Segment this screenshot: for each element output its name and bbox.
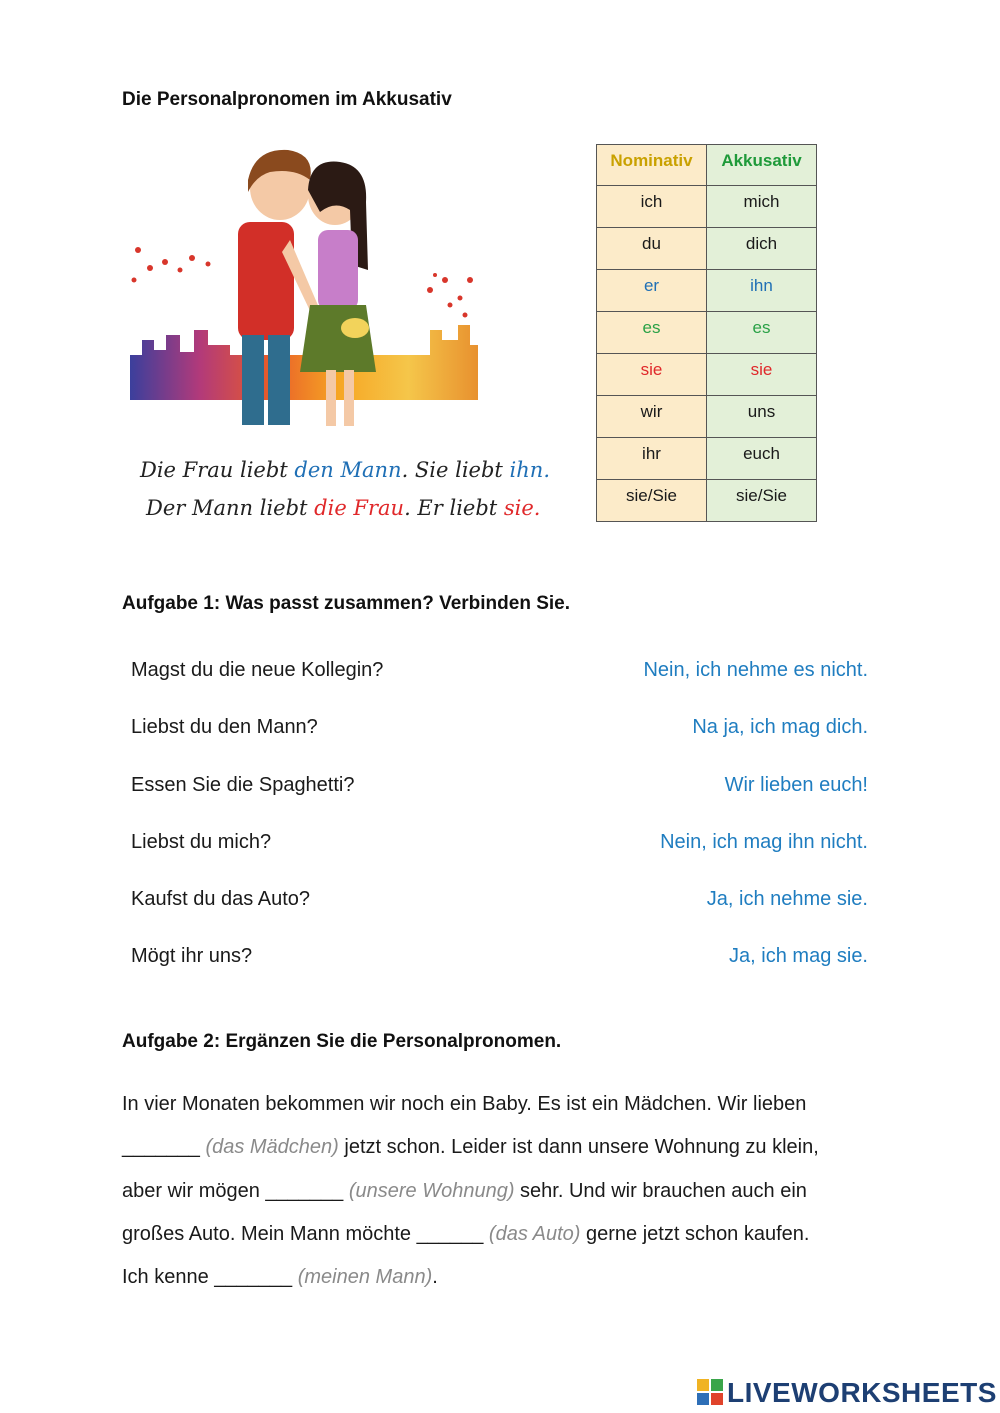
example-sentence-1	[140, 458, 550, 482]
blank-input-1[interactable]: _______	[122, 1136, 200, 1159]
example-sentence-2	[146, 496, 541, 520]
hint-4: (meinen Mann)	[297, 1266, 433, 1289]
question-4[interactable]: Liebst du mich?	[131, 831, 272, 853]
hint-2: (unsere Wohnung)	[348, 1179, 515, 1202]
example-2-object: die Frau	[314, 496, 405, 520]
paragraph-text: Ich kenne	[122, 1266, 215, 1289]
logo-icon	[697, 1379, 723, 1407]
table-row	[597, 228, 817, 270]
hint-3: (das Auto)	[488, 1222, 581, 1245]
table-row	[597, 438, 817, 480]
table-header-row	[597, 145, 817, 186]
akkusativ-cell: euch	[707, 438, 817, 480]
akkusativ-cell: ihn	[707, 270, 817, 312]
page-title: Die Personalpronomen im Akkusativ	[122, 89, 452, 110]
example-2-pronoun: sie.	[503, 496, 541, 520]
header-nominativ: Nominativ	[597, 145, 707, 186]
question-3[interactable]: Essen Sie die Spaghetti?	[131, 774, 355, 796]
example-2-text-2: . Er liebt	[404, 496, 504, 520]
task2-paragraph	[122, 1083, 892, 1299]
question-5[interactable]: Kaufst du das Auto?	[131, 888, 311, 910]
question-2[interactable]: Liebst du den Mann?	[131, 716, 318, 738]
question-1[interactable]: Magst du die neue Kollegin?	[131, 659, 384, 681]
paragraph-text: aber wir mögen	[122, 1179, 266, 1202]
nominativ-cell: du	[597, 228, 707, 270]
nominativ-cell: ihr	[597, 438, 707, 480]
nominativ-cell: sie/Sie	[597, 480, 707, 522]
table-row	[597, 396, 817, 438]
paragraph-text: In vier Monaten bekommen wir noch ein Baby. Es ist ein Mädchen. Wir lieben	[122, 1093, 807, 1115]
nominativ-cell: ich	[597, 186, 707, 228]
answer-3[interactable]: Wir lieben euch!	[724, 774, 868, 796]
answer-2[interactable]: Na ja, ich mag dich.	[692, 716, 868, 738]
nominativ-cell: es	[597, 312, 707, 354]
answer-4[interactable]: Nein, ich mag ihn nicht.	[660, 831, 868, 853]
akkusativ-cell: uns	[707, 396, 817, 438]
blank-input-4[interactable]: _______	[214, 1266, 293, 1289]
akkusativ-cell: sie/Sie	[707, 480, 817, 522]
answer-5[interactable]: Ja, ich nehme sie.	[706, 888, 868, 910]
question-6[interactable]: Mögt ihr uns?	[131, 945, 253, 967]
task1-title: Aufgabe 1: Was passt zusammen? Verbinden Sie.	[122, 593, 571, 614]
example-1-text-2: . Sie liebt	[401, 458, 510, 482]
answer-1[interactable]: Nein, ich nehme es nicht.	[643, 659, 868, 681]
task2-title: Aufgabe 2: Ergänzen Sie die Personalpronomen.	[122, 1031, 562, 1052]
example-2-text: Der Mann liebt	[146, 496, 315, 520]
akkusativ-cell: sie	[707, 354, 817, 396]
example-1-text: Die Frau liebt	[140, 458, 295, 482]
example-1-pronoun: ihn.	[509, 458, 550, 482]
pronoun-table	[596, 144, 817, 522]
answer-6[interactable]: Ja, ich mag sie.	[729, 945, 868, 967]
nominativ-cell: er	[597, 270, 707, 312]
table-row	[597, 312, 817, 354]
nominativ-cell: sie	[597, 354, 707, 396]
blank-input-2[interactable]: _______	[265, 1179, 344, 1202]
paragraph-text: jetzt schon. Leider ist dann unsere Wohnung zu klein,	[338, 1136, 819, 1159]
paragraph-text: .	[432, 1266, 438, 1289]
example-1-object: den Mann	[294, 458, 402, 482]
table-row	[597, 480, 817, 522]
akkusativ-cell: es	[707, 312, 817, 354]
table-row	[597, 270, 817, 312]
akkusativ-cell: dich	[707, 228, 817, 270]
header-akkusativ: Akkusativ	[707, 145, 817, 186]
table-row	[597, 354, 817, 396]
liveworksheets-logo	[697, 1377, 997, 1409]
hint-1: (das Mädchen)	[205, 1136, 339, 1159]
paragraph-text: großes Auto. Mein Mann möchte	[122, 1222, 417, 1245]
paragraph-text: sehr. Und wir brauchen auch ein	[514, 1179, 807, 1202]
akkusativ-cell: mich	[707, 186, 817, 228]
paragraph-text: gerne jetzt schon kaufen.	[580, 1222, 810, 1245]
nominativ-cell: wir	[597, 396, 707, 438]
table-row	[597, 186, 817, 228]
blank-input-3[interactable]: ______	[416, 1222, 484, 1245]
logo-text: LIVEWORKSHEETS	[727, 1377, 997, 1408]
couple-illustration	[130, 140, 480, 430]
